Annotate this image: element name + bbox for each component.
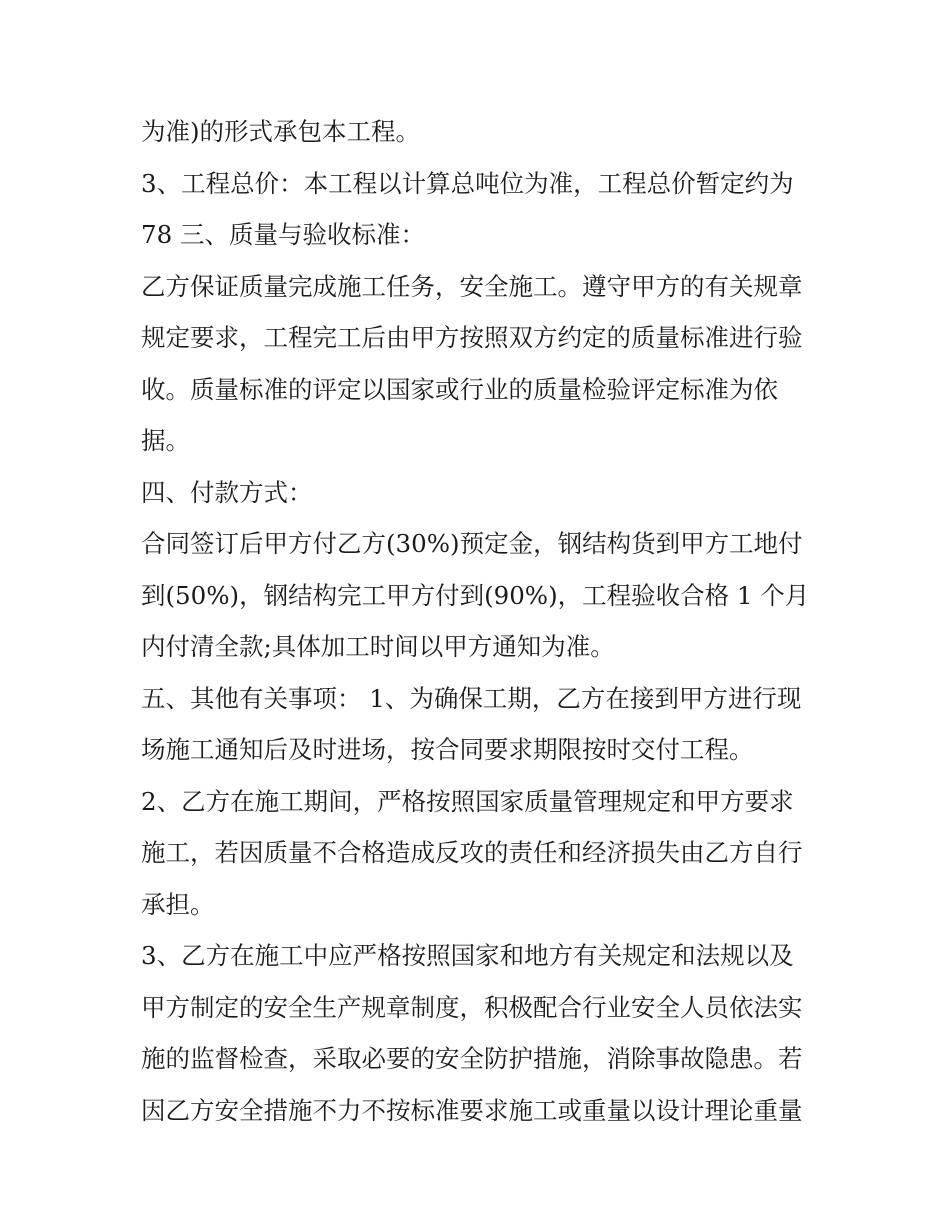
text-line: 3、工程总价：本工程以计算总吨位为准，工程总价暂定约为: [141, 168, 794, 198]
text-line: 因乙方安全措施不力不按标准要求施工或重量以设计理论重量: [141, 1095, 803, 1125]
section-heading-other-matters: 五、其他有关事项： 1、为确保工期，乙方在接到甲方进行现: [141, 683, 802, 713]
text-line: 承担。: [141, 889, 215, 919]
text-line: 收。质量标准的评定以国家或行业的质量检验评定标准为依: [141, 374, 778, 404]
text-line: 规定要求，工程完工后由甲方按照双方约定的质量标准进行验: [141, 323, 803, 352]
text-line: 为准)的形式承包本工程。: [141, 117, 421, 146]
text-line: 3、乙方在施工中应严格按照国家和地方有关规定和法规以及: [141, 941, 794, 970]
text-line: 施的监督检查，采取必要的安全防护措施，消除事故隐患。若: [141, 1044, 803, 1073]
text-line: 到(50%)，钢结构完工甲方付到(90%)，工程验收合格 1 个月: [141, 580, 810, 610]
text-line: 场施工通知后及时进场，按合同要求期限按时交付工程。: [141, 735, 754, 764]
text-line: 合同签订后甲方付乙方(30%)预定金，钢结构货到甲方工地付: [141, 529, 803, 558]
contract-body-text: [141, 106, 831, 1136]
section-heading-payment: 四、付款方式：: [141, 477, 313, 507]
text-line: 78 三、质量与验收标准：: [141, 220, 425, 249]
text-line: 据。: [141, 426, 190, 455]
text-line: 甲方制定的安全生产规章制度，积极配合行业安全人员依法实: [141, 992, 803, 1022]
text-line: 乙方保证质量完成施工任务，安全施工。遵守甲方的有关规章: [141, 271, 803, 301]
text-line: 2、乙方在施工期间，严格按照国家质量管理规定和甲方要求: [141, 786, 794, 816]
text-line: 施工，若因质量不合格造成反攻的责任和经济损失由乙方自行: [141, 838, 803, 867]
text-line: 内付清全款;具体加工时间以甲方通知为准。: [141, 632, 615, 661]
